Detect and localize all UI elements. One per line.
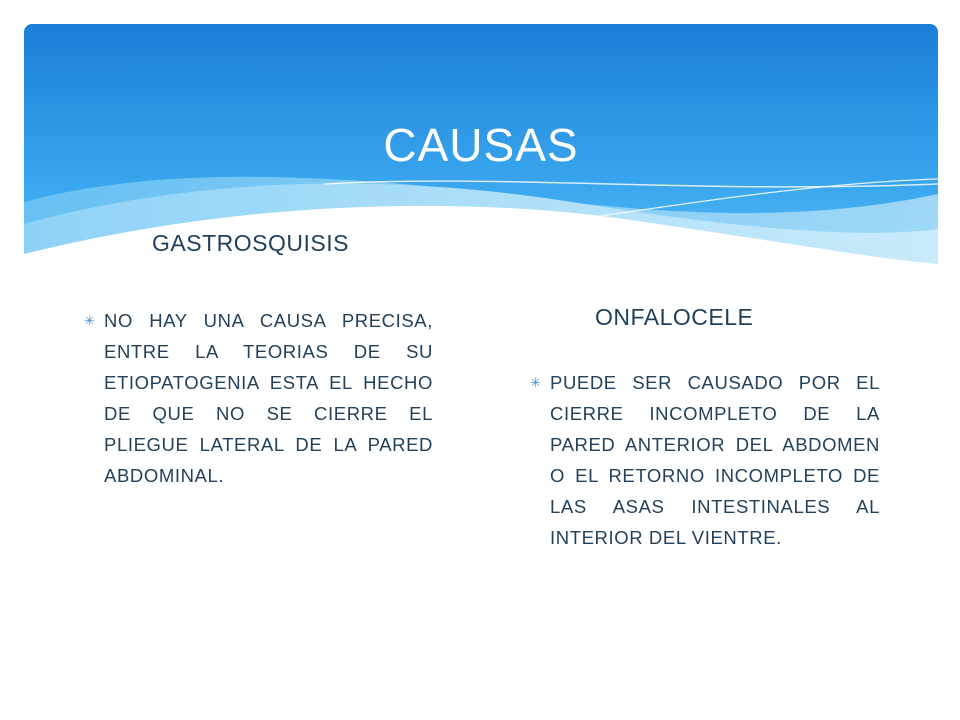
gastrosquisis-bullet xyxy=(84,305,433,491)
onfalocele-heading: ONFALOCELE xyxy=(595,304,754,330)
onfalocele-bullet xyxy=(530,367,880,553)
asterisk-bullet-icon: ✳ xyxy=(530,375,542,390)
onfalocele-bullet-text: PUEDE SER CAUSADO POR EL CIERRE INCOMPLETO DE LA PARED ANTERIOR DEL ABDOMEN O EL RETORNO INCOMPLETO DE LAS ASAS INTESTINALES AL INTERIOR DEL VIENTRE. xyxy=(550,372,880,548)
gastrosquisis-bullet-text: NO HAY UNA CAUSA PRECISA, ENTRE LA TEORIAS DE SU ETIOPATOGENIA ESTA EL HECHO DE QUE NO SE CIERRE EL PLIEGUE LATERAL DE LA PARED ABDOMINAL. xyxy=(104,310,433,486)
gastrosquisis-heading: GASTROSQUISIS xyxy=(152,230,349,256)
asterisk-bullet-icon: ✳ xyxy=(84,313,96,328)
slide-title: CAUSAS xyxy=(383,119,579,171)
